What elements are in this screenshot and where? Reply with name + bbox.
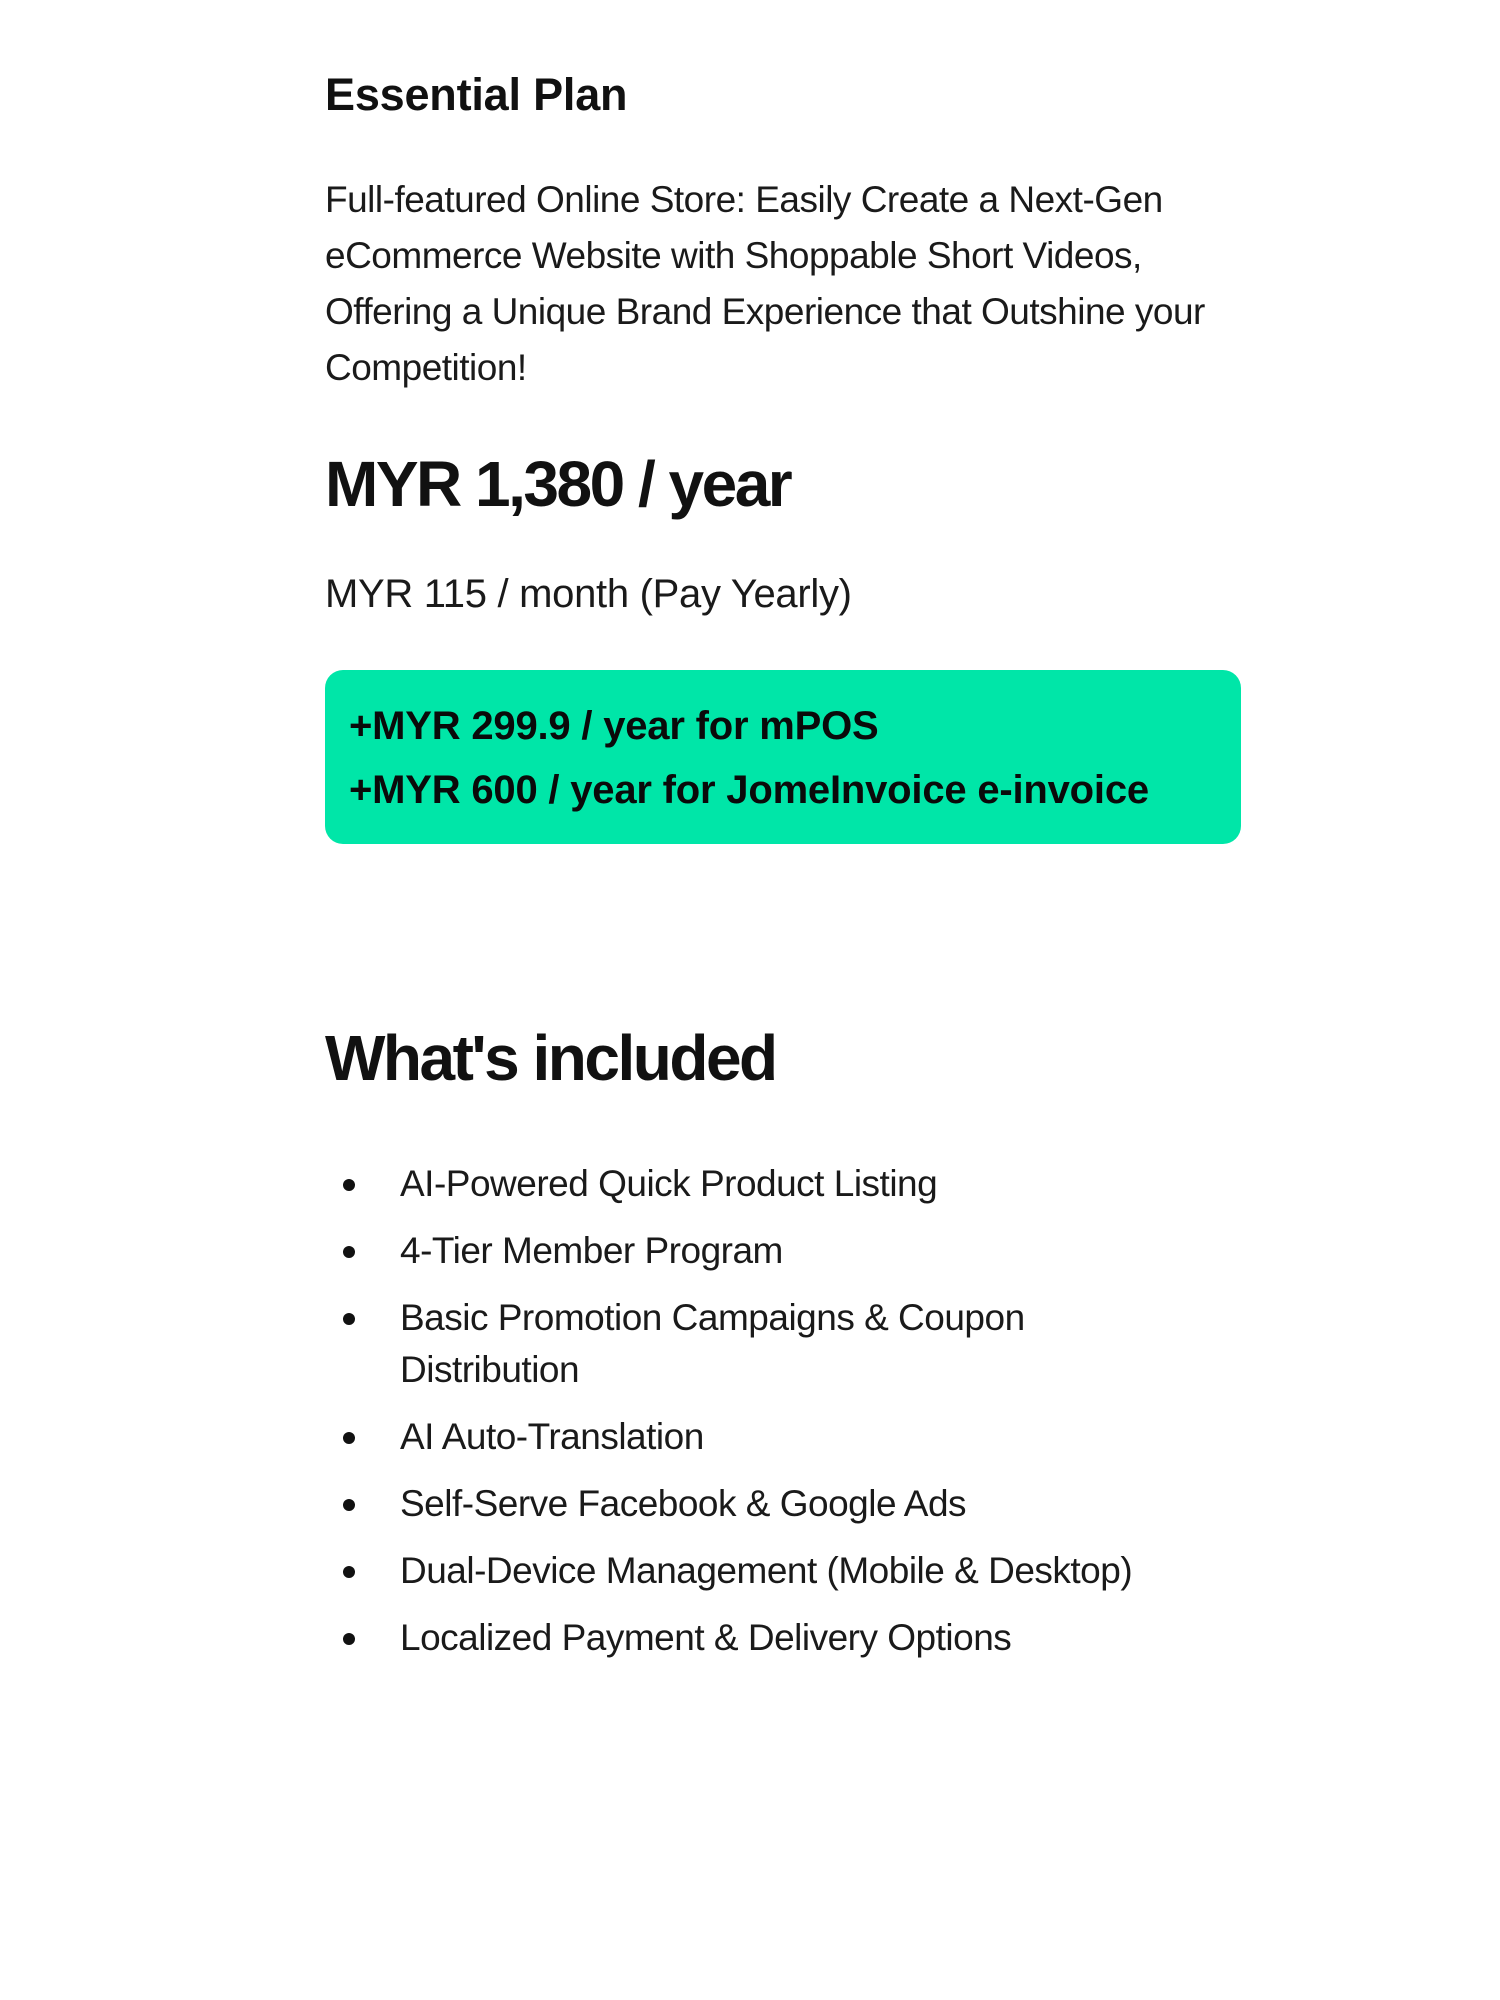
bullet-icon — [343, 1179, 355, 1191]
addons-box — [325, 670, 1241, 844]
feature-item — [325, 1612, 1245, 1664]
bullet-icon — [343, 1499, 355, 1511]
feature-label: Localized Payment & Delivery Options — [400, 1617, 1012, 1658]
bullet-icon — [343, 1633, 355, 1645]
bullet-icon — [343, 1313, 355, 1325]
feature-item — [325, 1545, 1245, 1597]
feature-label: Self-Serve Facebook & Google Ads — [400, 1483, 967, 1524]
feature-item — [325, 1478, 1245, 1530]
price-yearly: MYR 1,380 / year — [325, 448, 791, 520]
bullet-icon — [343, 1432, 355, 1444]
included-title: What's included — [325, 1022, 776, 1094]
feature-item — [325, 1411, 1080, 1463]
bullet-icon — [343, 1246, 355, 1258]
feature-item — [325, 1225, 1080, 1277]
feature-item — [325, 1158, 1080, 1210]
addon-einvoice: +MYR 600 / year for JomeInvoice e-invoice — [349, 768, 1149, 812]
feature-label: 4-Tier Member Program — [400, 1230, 783, 1271]
plan-name: Essential Plan — [325, 69, 628, 120]
addon-mpos: +MYR 299.9 / year for mPOS — [349, 704, 879, 748]
plan-card — [325, 60, 1245, 1679]
feature-label: Basic Promotion Campaigns & Coupon Distribution — [400, 1297, 1025, 1390]
feature-label: Dual-Device Management (Mobile & Desktop) — [400, 1550, 1133, 1591]
feature-label: AI-Powered Quick Product Listing — [400, 1163, 938, 1204]
feature-list — [325, 1158, 1245, 1664]
feature-item — [325, 1292, 1080, 1396]
plan-description: Full-featured Online Store: Easily Create a Next-Gen eCommerce Website with Shoppable Short Videos, Offering a Unique Brand Experience that Outshine your Competition! — [325, 179, 1205, 388]
bullet-icon — [343, 1566, 355, 1578]
feature-label: AI Auto-Translation — [400, 1416, 704, 1457]
price-monthly: MYR 115 / month (Pay Yearly) — [325, 572, 852, 616]
